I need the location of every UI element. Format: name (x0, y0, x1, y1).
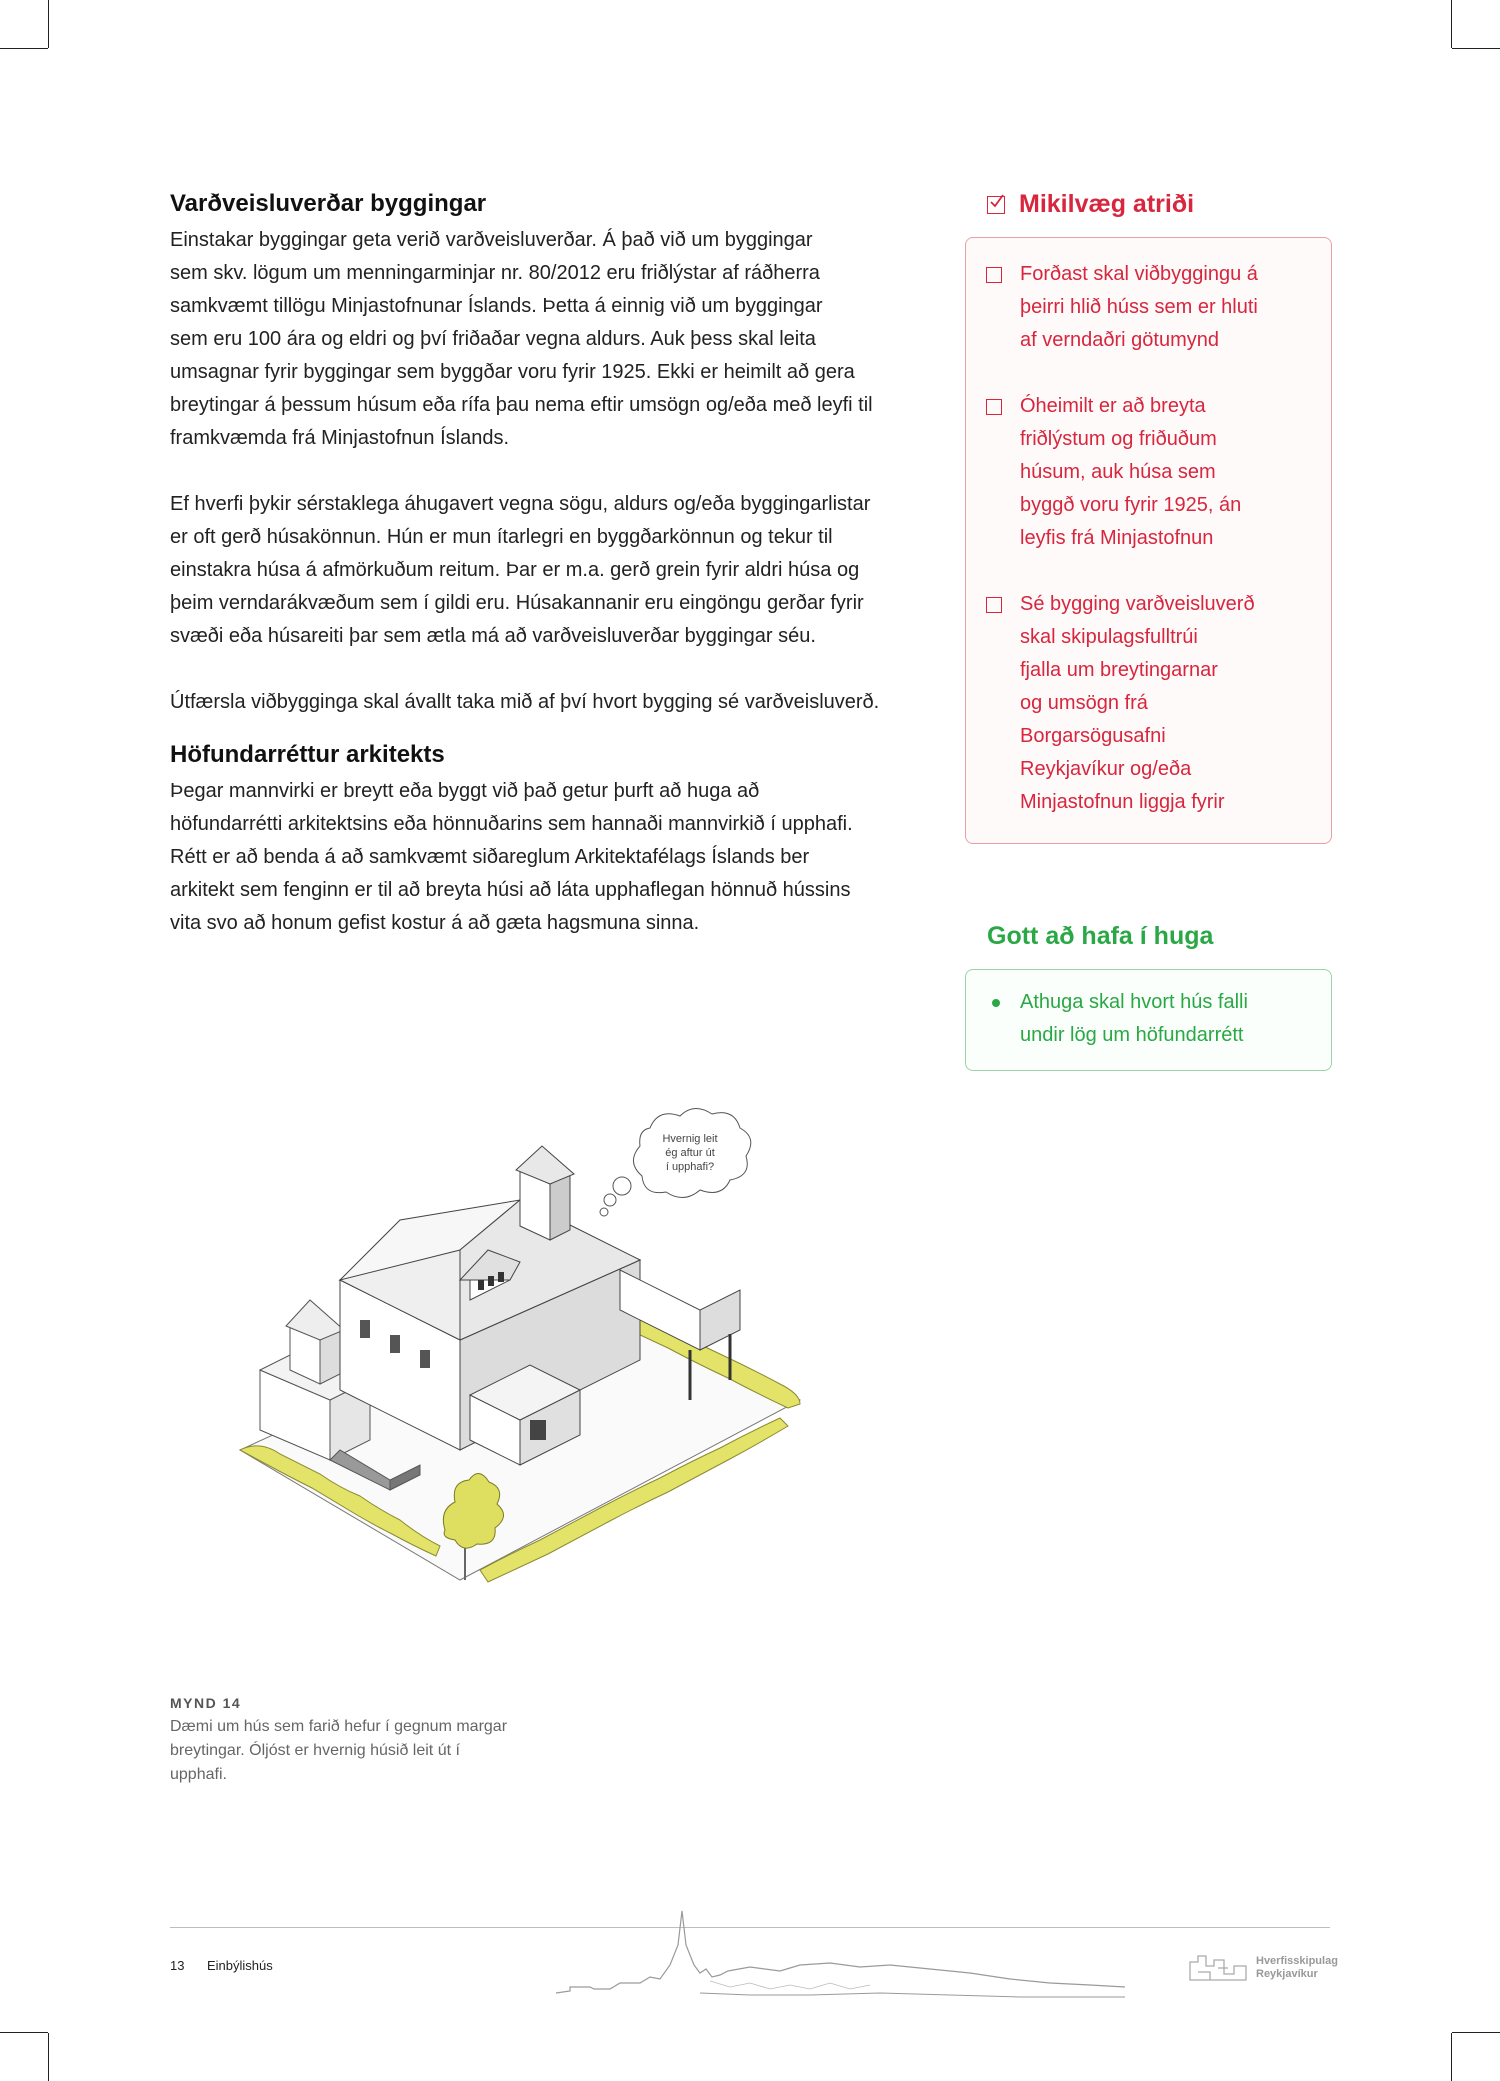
text-line: arkitekt sem fenginn er til að breyta húsi að láta upphaflegan hönnuð hússins (170, 879, 851, 901)
text-line: Einstakar byggingar geta verið varðveisluverðar. Á það við um byggingar (170, 229, 813, 251)
thought-line: í upphafi? (665, 1161, 715, 1173)
text-line: breytingar á þessum húsum eða rífa þau nema eftir umsögn og/eða með leyfi til (170, 394, 873, 416)
logo-line: Hverfisskipulag (1256, 1955, 1338, 1967)
section-heading-copyright: Höfundarréttur arkitekts (170, 741, 445, 768)
text-line: vita svo að honum gefist kostur á að gæta hagsmuna sinna. (170, 912, 700, 934)
item-line: Athuga skal hvort hús falli (1020, 991, 1248, 1013)
item-line: húsum, auk húsa sem (1020, 461, 1216, 483)
item-line: þeirri hlið húss sem er hluti (1020, 296, 1258, 318)
checkbox-icon (986, 399, 1002, 415)
logo-icon (1188, 1952, 1248, 1984)
text-line: Útfærsla viðbygginga skal ávallt taka mið af því hvort bygging sé varðveisluverð. (170, 691, 880, 713)
crop-mark (0, 48, 48, 49)
item-line: Reykjavíkur og/eða (1020, 758, 1192, 780)
item-line: af verndaðri götumynd (1020, 329, 1220, 351)
caption-line: Dæmi um hús sem farið hefur í gegnum margar (170, 1718, 508, 1735)
body-paragraph (170, 775, 945, 940)
skyline-illustration (550, 1905, 1130, 2010)
logo-line: Reykjavíkur (1256, 1968, 1318, 1980)
list-item (986, 258, 1311, 357)
caption-line: upphafi. (170, 1766, 227, 1783)
item-line: Forðast skal viðbyggingu á (1020, 263, 1258, 285)
crop-mark (0, 2032, 48, 2033)
page-number: 13 (170, 1958, 185, 1973)
list-item (986, 588, 1311, 819)
house-sketch (220, 1100, 840, 1620)
thought-line: ég aftur út (665, 1147, 715, 1159)
crop-mark (1451, 0, 1452, 48)
text-line: svæði eða húsareiti þar sem ætla má að varðveisluverðar byggingar séu. (170, 625, 816, 647)
figure-caption (170, 1695, 560, 1787)
item-line: byggð voru fyrir 1925, án (1020, 494, 1242, 516)
text-line: umsagnar fyrir byggingar sem byggðar voru fyrir 1925. Ekki er heimilt að gera (170, 361, 855, 383)
bullet-icon (992, 999, 1000, 1007)
item-line: leyfis frá Minjastofnun (1020, 527, 1214, 549)
house-illustration (220, 1100, 840, 1625)
body-paragraph (170, 488, 945, 653)
crop-mark (48, 0, 49, 48)
skyline-icon (550, 1905, 1130, 2005)
item-line: Sé bygging varðveisluverð (1020, 593, 1255, 615)
thought-line: Hvernig leit (662, 1133, 718, 1145)
crop-mark (1451, 2033, 1452, 2081)
crop-mark (1452, 2032, 1500, 2033)
important-box (965, 237, 1332, 844)
list-item (986, 986, 1311, 1052)
tips-title: Gott að hafa í huga (987, 922, 1214, 950)
sidebar (965, 190, 1332, 1071)
checkbox-icon (986, 597, 1002, 613)
body-paragraph (170, 686, 945, 719)
item-line: skal skipulagsfulltrúi (1020, 626, 1198, 648)
checkbox-icon (986, 267, 1002, 283)
important-heading (987, 190, 1332, 219)
item-line: og umsögn frá (1020, 692, 1148, 714)
text-line: Þegar mannvirki er breytt eða byggt við það getur þurft að huga að (170, 780, 760, 802)
text-line: þeim verndarákvæðum sem í gildi eru. Húsakannanir eru eingöngu gerðar fyrir (170, 592, 864, 614)
item-line: fjalla um breytingarnar (1020, 659, 1218, 681)
logo (1188, 1952, 1338, 1984)
text-line: framkvæmda frá Minjastofnun Íslands. (170, 427, 510, 449)
section-heading-preservation: Varðveisluverðar byggingar (170, 190, 487, 217)
text-line: sem skv. lögum um menningarminjar nr. 80/2012 eru friðlýstar af ráðherra (170, 262, 820, 284)
item-line: Minjastofnun liggja fyrir (1020, 791, 1225, 813)
item-line: friðlýstum og friðuðum (1020, 428, 1217, 450)
tips-box (965, 969, 1332, 1071)
section-name: Einbýlishús (207, 1958, 273, 1973)
main-column (170, 190, 945, 940)
text-line: er oft gerð húsakönnun. Hún er mun ítarlegri en byggðarkönnun og tekur til (170, 526, 833, 548)
figure-label: MYND 14 (170, 1695, 242, 1711)
text-line: samkvæmt tillögu Minjastofnunar Íslands. Þetta á einnig við um byggingar (170, 295, 823, 317)
item-line: undir lög um höfundarrétt (1020, 1024, 1244, 1046)
text-line: höfundarrétti arkitektsins eða hönnuðarins sem hannaði mannvirkið í upphafi. (170, 813, 853, 835)
text-line: sem eru 100 ára og eldri og því friðaðar vegna aldurs. Auk þess skal leita (170, 328, 816, 350)
item-line: Borgarsögusafni (1020, 725, 1166, 747)
list-item (986, 390, 1311, 555)
text-line: einstakra húsa á afmörkuðum reitum. Þar er m.a. gerð grein fyrir aldri húsa og (170, 559, 860, 581)
text-line: Ef hverfi þykir sérstaklega áhugavert vegna sögu, aldurs og/eða byggingarlistar (170, 493, 871, 515)
important-title: Mikilvæg atriði (1019, 190, 1195, 218)
crop-mark (48, 2033, 49, 2081)
text-line: Rétt er að benda á að samkvæmt siðareglum Arkitektafélags Íslands ber (170, 846, 810, 868)
caption-line: breytingar. Óljóst er hvernig húsið leit út í (170, 1742, 460, 1759)
checkbox-check-icon (987, 196, 1005, 214)
item-line: Óheimilt er að breyta (1020, 395, 1206, 417)
body-paragraph (170, 224, 945, 455)
crop-mark (1452, 48, 1500, 49)
